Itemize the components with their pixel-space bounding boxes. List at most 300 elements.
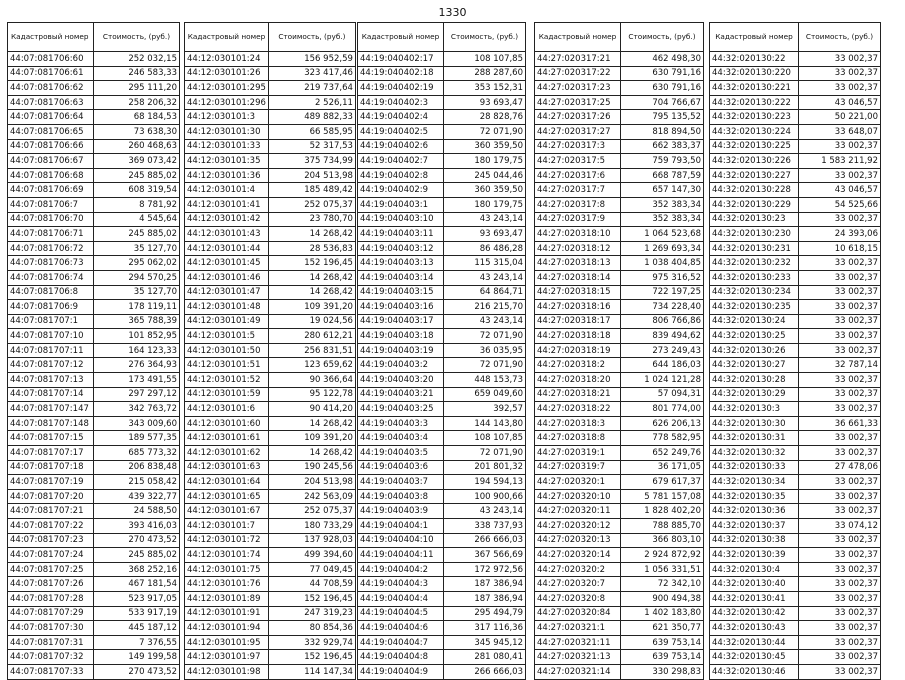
cadastral-number-cell: 44:07:081707:24 [8,548,94,563]
table-row [358,270,526,285]
value-cell: 353 152,31 [444,81,526,96]
cadastral-number-cell: 44:12:030101:5 [185,329,269,344]
table-row [710,241,881,256]
cadastral-number-cell: 44:27:020318:21 [535,387,621,402]
table-row [8,562,180,577]
cadastral-number-cell: 44:07:081706:66 [8,139,94,154]
cadastral-number-cell: 44:27:020318:22 [535,402,621,417]
cadastral-number-cell: 44:12:030101:44 [185,241,269,256]
cadastral-number-cell: 44:07:081706:69 [8,183,94,198]
value-cell: 33 002,37 [799,402,881,417]
value-cell: 33 002,37 [799,300,881,315]
cadastral-number-cell: 44:12:030101:3 [185,110,269,125]
cadastral-number-cell: 44:32:020130:36 [710,504,799,519]
table-column-4 [534,22,704,680]
table-row [358,95,526,110]
cadastral-number-cell: 44:12:030101:45 [185,256,269,271]
cadastral-number-cell: 44:27:020320:84 [535,606,621,621]
table-row [185,314,356,329]
cadastral-number-cell: 44:12:030101:24 [185,52,269,67]
table-row [710,197,881,212]
table-row [535,227,704,242]
value-cell: 668 787,59 [621,168,704,183]
value-cell: 14 268,42 [268,416,355,431]
value-cell: 366 803,10 [621,533,704,548]
cadastral-number-cell: 44:12:030101:76 [185,577,269,592]
cadastral-number-cell: 44:32:020130:25 [710,329,799,344]
value-cell: 462 498,30 [621,52,704,67]
cadastral-number-cell: 44:32:020130:43 [710,621,799,636]
table-row [710,227,881,242]
table-row [185,504,356,519]
table-row [185,416,356,431]
table-row [710,635,881,650]
cadastral-number-cell: 44:07:081707:29 [8,606,94,621]
value-cell: 352 383,34 [621,212,704,227]
table-row [8,168,180,183]
table-row [185,591,356,606]
table-row [8,81,180,96]
table-row [185,285,356,300]
table-row [185,519,356,534]
cadastral-number-cell: 44:27:020317:6 [535,168,621,183]
cadastral-number-cell: 44:27:020317:26 [535,110,621,125]
table-row [358,664,526,679]
value-cell: 204 513,98 [268,168,355,183]
cadastral-number-cell: 44:19:040403:14 [358,270,444,285]
table-row [358,504,526,519]
value-cell: 759 793,50 [621,154,704,169]
table-row [185,650,356,665]
value-cell: 178 119,11 [94,300,180,315]
cadastral-number-cell: 44:27:020320:11 [535,504,621,519]
table-row [535,475,704,490]
cadastral-number-cell: 44:12:030101:49 [185,314,269,329]
value-cell: 33 002,37 [799,343,881,358]
value-cell: 185 489,42 [268,183,355,198]
table-row [8,110,180,125]
table-row [710,431,881,446]
value-cell: 43 243,14 [444,212,526,227]
cadastral-number-cell: 44:07:081706:62 [8,81,94,96]
cadastral-number-cell: 44:19:040404:10 [358,533,444,548]
value-cell: 1 056 331,51 [621,562,704,577]
table-row [185,139,356,154]
table-row [535,446,704,461]
table-row [535,402,704,417]
value-cell: 467 181,54 [94,577,180,592]
table-row [8,285,180,300]
cadastral-number-cell: 44:19:040404:2 [358,562,444,577]
cadastral-number-cell: 44:32:020130:235 [710,300,799,315]
value-cell: 368 252,16 [94,562,180,577]
cadastral-number-cell: 44:32:020130:222 [710,95,799,110]
value-cell: 93 693,47 [444,95,526,110]
cadastral-number-cell: 44:07:081707:14 [8,387,94,402]
cadastral-number-cell: 44:32:020130:223 [710,110,799,125]
table-row [358,489,526,504]
cadastral-number-cell: 44:27:020318:10 [535,227,621,242]
cadastral-number-cell: 44:32:020130:38 [710,533,799,548]
cadastral-number-cell: 44:12:030101:65 [185,489,269,504]
table-row [535,358,704,373]
value-cell: 187 386,94 [444,577,526,592]
table-row [535,577,704,592]
cadastral-number-cell: 44:07:081706:72 [8,241,94,256]
header-cadastral-number: Кадастровый номер [535,23,621,52]
table-row [535,562,704,577]
table-row [358,635,526,650]
table-row [8,270,180,285]
cadastral-number-cell: 44:32:020130:231 [710,241,799,256]
value-cell: 72 342,10 [621,577,704,592]
table-row [185,621,356,636]
cadastral-number-cell: 44:32:020130:27 [710,358,799,373]
cadastral-number-cell: 44:19:040402:7 [358,154,444,169]
cadastral-number-cell: 44:27:020320:1 [535,475,621,490]
table-row [185,256,356,271]
table-row [535,373,704,388]
value-cell: 14 268,42 [268,270,355,285]
value-cell: 630 791,16 [621,81,704,96]
table-row [185,562,356,577]
cadastral-number-cell: 44:19:040402:8 [358,168,444,183]
value-cell: 801 774,00 [621,402,704,417]
value-cell: 365 788,39 [94,314,180,329]
value-cell: 317 116,36 [444,621,526,636]
value-cell: 295 111,20 [94,81,180,96]
cadastral-number-cell: 44:27:020317:25 [535,95,621,110]
table-row [8,343,180,358]
cadastral-number-cell: 44:07:081707:12 [8,358,94,373]
value-cell: 23 780,70 [268,212,355,227]
value-cell: 189 577,35 [94,431,180,446]
table-row [185,460,356,475]
table-row [8,504,180,519]
cadastral-number-cell: 44:19:040402:3 [358,95,444,110]
value-cell: 1 583 211,92 [799,154,881,169]
cadastral-number-cell: 44:19:040403:17 [358,314,444,329]
cadastral-number-cell: 44:27:020320:12 [535,519,621,534]
table-row [185,124,356,139]
cadastral-number-cell: 44:19:040404:3 [358,577,444,592]
value-cell: 33 002,37 [799,314,881,329]
value-cell: 33 648,07 [799,124,881,139]
table-row [8,446,180,461]
table-row [358,81,526,96]
table-row [185,270,356,285]
value-cell: 90 366,64 [268,373,355,388]
cadastral-number-cell: 44:19:040404:9 [358,664,444,679]
value-cell: 33 002,37 [799,489,881,504]
table-row [8,475,180,490]
value-cell: 137 928,03 [268,533,355,548]
table-row [8,533,180,548]
cadastral-number-cell: 44:07:081706:67 [8,154,94,169]
cadastral-number-cell: 44:12:030101:30 [185,124,269,139]
table-row [8,256,180,271]
table-row [8,621,180,636]
table-row [535,606,704,621]
table-row [710,52,881,67]
table-row [8,606,180,621]
table-row [358,606,526,621]
cadastral-number-cell: 44:19:040403:3 [358,416,444,431]
value-cell: 323 417,46 [268,66,355,81]
table-row [185,635,356,650]
value-cell: 14 268,42 [268,285,355,300]
value-cell: 621 350,77 [621,621,704,636]
value-cell: 19 024,56 [268,314,355,329]
value-cell: 342 763,72 [94,402,180,417]
cadastral-number-cell: 44:19:040403:6 [358,460,444,475]
value-cell: 33 002,37 [799,591,881,606]
table-row [535,81,704,96]
cadastral-number-cell: 44:32:020130:30 [710,416,799,431]
table-row [8,519,180,534]
value-cell: 7 376,55 [94,635,180,650]
table-row [710,212,881,227]
cadastral-number-cell: 44:27:020318:20 [535,373,621,388]
table-row [358,197,526,212]
value-cell: 33 002,37 [799,212,881,227]
table-row [8,227,180,242]
value-cell: 101 852,95 [94,329,180,344]
table-row [710,460,881,475]
table-row [710,81,881,96]
value-cell: 659 049,60 [444,387,526,402]
table-row [185,212,356,227]
cadastral-number-cell: 44:19:040402:5 [358,124,444,139]
value-cell: 652 249,76 [621,446,704,461]
table-row [535,300,704,315]
value-cell: 77 049,45 [268,562,355,577]
cadastral-number-cell: 44:12:030101:51 [185,358,269,373]
value-cell: 245 044,46 [444,168,526,183]
cadastral-number-cell: 44:32:020130:224 [710,124,799,139]
table-row [358,212,526,227]
table-row [535,168,704,183]
value-cell: 14 268,42 [268,446,355,461]
table-row [710,373,881,388]
table-row [358,241,526,256]
cadastral-number-cell: 44:27:020317:27 [535,124,621,139]
table-row [710,154,881,169]
cadastral-number-cell: 44:07:081707:20 [8,489,94,504]
table-row [535,650,704,665]
cadastral-number-cell: 44:32:020130:3 [710,402,799,417]
table-row [8,66,180,81]
table-row [710,66,881,81]
cadastral-number-cell: 44:12:030101:50 [185,343,269,358]
value-cell: 439 322,77 [94,489,180,504]
value-cell: 1 402 183,80 [621,606,704,621]
cadastral-number-cell: 44:12:030101:35 [185,154,269,169]
value-cell: 367 566,69 [444,548,526,563]
value-cell: 266 666,03 [444,533,526,548]
value-cell: 630 791,16 [621,66,704,81]
value-cell: 247 319,23 [268,606,355,621]
cadastral-number-cell: 44:07:081707:30 [8,621,94,636]
value-cell: 14 268,42 [268,227,355,242]
value-cell: 57 094,31 [621,387,704,402]
value-cell: 52 317,53 [268,139,355,154]
cadastral-number-cell: 44:19:040402:18 [358,66,444,81]
table-row [8,183,180,198]
table-row [710,416,881,431]
table-row [535,197,704,212]
cadastral-number-cell: 44:27:020321:11 [535,635,621,650]
value-cell: 33 002,37 [799,562,881,577]
table-row [710,533,881,548]
cadastral-number-cell: 44:19:040402:4 [358,110,444,125]
cadastral-number-cell: 44:32:020130:37 [710,519,799,534]
header-value: Стоимость, (руб.) [621,23,704,52]
value-cell: 499 394,60 [268,548,355,563]
table-row [358,446,526,461]
value-cell: 33 002,37 [799,650,881,665]
cadastral-number-cell: 44:12:030101:72 [185,533,269,548]
cadastral-number-cell: 44:32:020130:4 [710,562,799,577]
table-row [358,154,526,169]
value-cell: 2 526,11 [268,95,355,110]
cadastral-number-cell: 44:19:040403:9 [358,504,444,519]
value-cell: 8 781,92 [94,197,180,212]
value-cell: 33 002,37 [799,387,881,402]
cadastral-number-cell: 44:27:020321:1 [535,621,621,636]
value-cell: 27 478,06 [799,460,881,475]
value-cell: 393 416,03 [94,519,180,534]
value-cell: 152 196,45 [268,591,355,606]
table-row [185,431,356,446]
table-row [358,416,526,431]
value-cell: 445 187,12 [94,621,180,636]
table-row [185,387,356,402]
value-cell: 43 243,14 [444,270,526,285]
value-cell: 190 245,56 [268,460,355,475]
value-cell: 245 885,02 [94,548,180,563]
value-cell: 704 766,67 [621,95,704,110]
cadastral-number-cell: 44:07:081706:68 [8,168,94,183]
table-row [8,402,180,417]
table-column-2 [184,22,356,680]
cadastral-number-cell: 44:12:030101:43 [185,227,269,242]
table-row [535,212,704,227]
table-row [535,591,704,606]
table-row [710,606,881,621]
cadastral-number-cell: 44:32:020130:26 [710,343,799,358]
table-row [710,300,881,315]
table-row [8,591,180,606]
value-cell: 33 002,37 [799,431,881,446]
cadastral-number-cell: 44:32:020130:234 [710,285,799,300]
table-row [535,416,704,431]
cadastral-number-cell: 44:32:020130:33 [710,460,799,475]
table-row [358,124,526,139]
table-row [535,504,704,519]
cadastral-number-cell: 44:32:020130:228 [710,183,799,198]
cadastral-number-cell: 44:07:081706:64 [8,110,94,125]
cadastral-number-cell: 44:27:020317:8 [535,197,621,212]
table-row [710,168,881,183]
table-row [358,183,526,198]
table-row [185,402,356,417]
value-cell: 297 297,12 [94,387,180,402]
table-row [8,300,180,315]
cadastral-number-cell: 44:12:030101:296 [185,95,269,110]
cadastral-number-cell: 44:12:030101:67 [185,504,269,519]
table-row [358,460,526,475]
table-row [710,358,881,373]
value-cell: 64 864,71 [444,285,526,300]
table-row [535,95,704,110]
table-row [710,577,881,592]
table-row [185,241,356,256]
value-cell: 608 319,54 [94,183,180,198]
value-cell: 332 929,74 [268,635,355,650]
cadastral-number-cell: 44:12:030101:33 [185,139,269,154]
value-cell: 242 563,09 [268,489,355,504]
value-cell: 280 612,21 [268,329,355,344]
table-row [185,343,356,358]
value-cell: 245 885,02 [94,227,180,242]
table-row [710,139,881,154]
cadastral-number-cell: 44:19:040403:16 [358,300,444,315]
table-row [185,81,356,96]
table-row [8,329,180,344]
cadastral-number-cell: 44:12:030101:295 [185,81,269,96]
table-row [535,314,704,329]
cadastral-table [184,22,356,680]
cadastral-number-cell: 44:19:040403:18 [358,329,444,344]
table-row [358,431,526,446]
cadastral-number-cell: 44:12:030101:42 [185,212,269,227]
table-row [710,343,881,358]
cadastral-number-cell: 44:19:040402:17 [358,52,444,67]
cadastral-number-cell: 44:12:030101:41 [185,197,269,212]
cadastral-table [7,22,180,680]
table-row [535,489,704,504]
table-row [535,285,704,300]
table-row [710,314,881,329]
cadastral-number-cell: 44:12:030101:26 [185,66,269,81]
table-row [535,183,704,198]
cadastral-number-cell: 44:07:081707:11 [8,343,94,358]
cadastral-number-cell: 44:27:020318:16 [535,300,621,315]
value-cell: 33 002,37 [799,270,881,285]
cadastral-number-cell: 44:12:030101:46 [185,270,269,285]
cadastral-number-cell: 44:12:030101:63 [185,460,269,475]
cadastral-number-cell: 44:07:081707:23 [8,533,94,548]
cadastral-number-cell: 44:19:040403:5 [358,446,444,461]
value-cell: 90 414,20 [268,402,355,417]
table-row [358,533,526,548]
cadastral-number-cell: 44:07:081707:1 [8,314,94,329]
cadastral-number-cell: 44:12:030101:91 [185,606,269,621]
table-row [358,402,526,417]
value-cell: 33 002,37 [799,52,881,67]
table-row [535,270,704,285]
table-row [8,460,180,475]
cadastral-number-cell: 44:27:020319:1 [535,446,621,461]
value-cell: 86 486,28 [444,241,526,256]
table-row [710,591,881,606]
cadastral-number-cell: 44:27:020317:5 [535,154,621,169]
cadastral-number-cell: 44:32:020130:39 [710,548,799,563]
cadastral-table [534,22,704,680]
cadastral-number-cell: 44:07:081707:26 [8,577,94,592]
header-cadastral-number: Кадастровый номер [358,23,444,52]
